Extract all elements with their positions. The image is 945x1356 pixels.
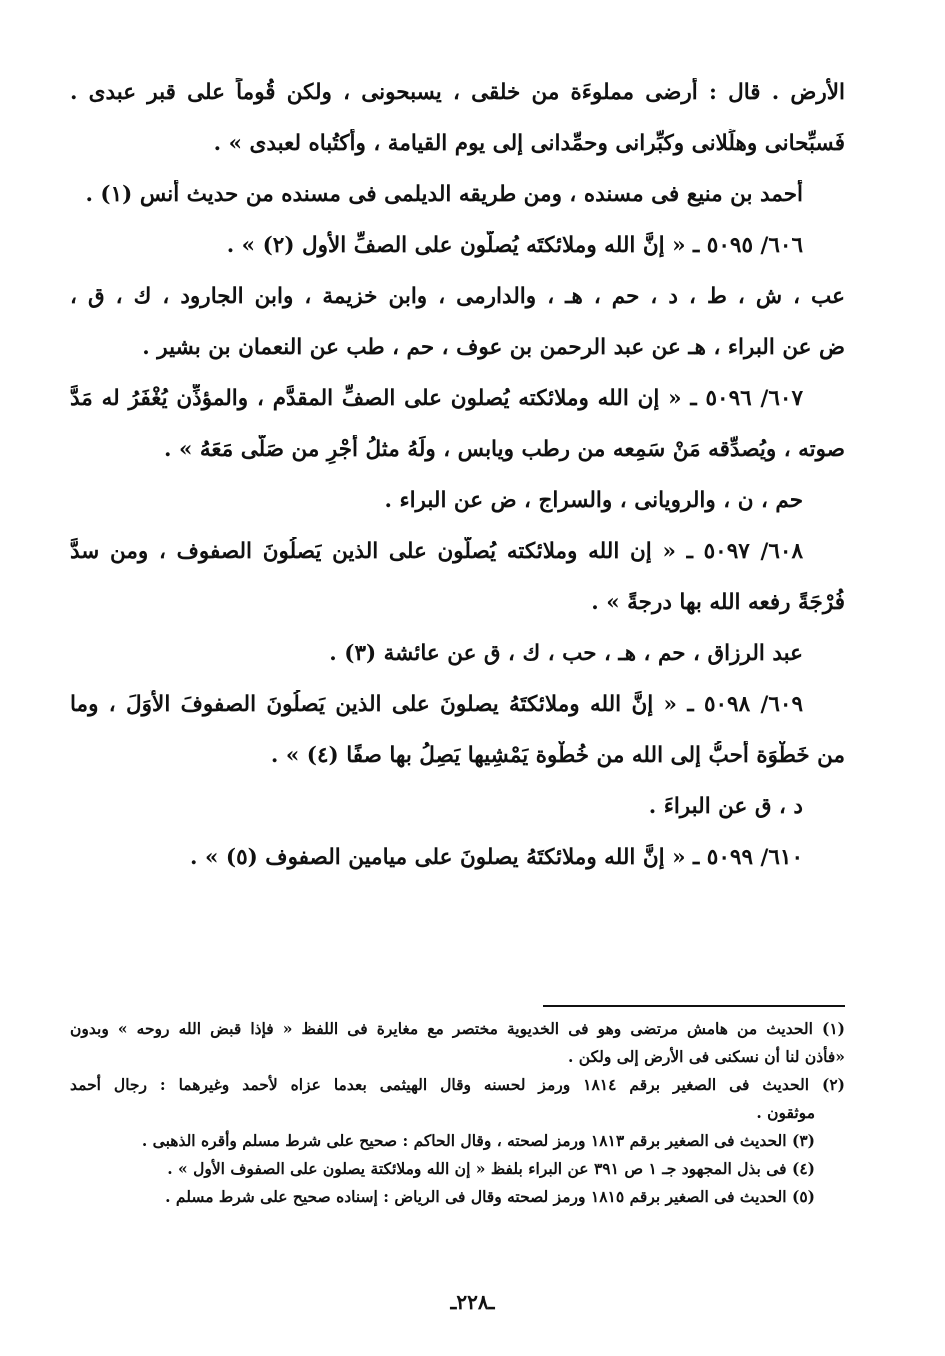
text-line: عبد الرزاق ، حم ، هـ ، حب ، ك ، ق عن عائشة (٣) . xyxy=(329,641,803,666)
text-line: د ، ق عن البراءَ . xyxy=(648,794,803,819)
text-line: صوته ، ويُصدِّقه مَنْ سَمِعه من رطب ويابس ، ولَهُ مثلُ أجْرِ من صَلَّى مَعَهُ » . xyxy=(163,437,845,462)
text-line: فَسبِّحانى وهلِّلانى وكبِّرانى وحمِّدانى إلى يوم القيامة ، وأكتُباه لعبدى » . xyxy=(213,131,845,156)
footnote-line: «فأذن لنا أن نسكنى فى الأرض إلى ولكن . xyxy=(568,1047,845,1066)
footnote-line: (٢) الحديث فى الصغير برقم ١٨١٤ ورمز لحسنه وقال الهيثمى بعدما عزاه لأحمد وغيرهما : رجال أحمد xyxy=(70,1075,845,1094)
text-line: عب ، ش ، ط ، د ، حم ، هـ ، والدارمى ، وابن خزيمة ، وابن الجارود ، ك ، ق ، xyxy=(70,284,845,309)
hadith-line: ٦٠٦/ ٥٠٩٥ ـ « إنَّ الله وملائكتَه يُصلّون على الصفِّ الأول (٢) » . xyxy=(226,233,803,258)
page-number: ـ٢٢٨ـ xyxy=(450,1290,495,1314)
text-line: فُرْجَةً رفعه الله بها درجةً » . xyxy=(591,590,845,615)
footnote-line: (٥) الحديث فى الصغير برقم ١٨١٥ ورمز لصحته وقال فى الرياض : إسناده صحيح على شرط مسلم . xyxy=(165,1187,815,1206)
footnote-line: (٣) الحديث فى الصغير برقم ١٨١٣ ورمز لصحته ، وقال الحاكم : صحيح على شرط مسلم وأقره الذهبى . xyxy=(141,1131,815,1150)
text-line: الأرض . قال : أرضى مملوءَة من خلقى ، يسبحونى ، ولكن قُوماً على قبر عبدى . xyxy=(70,80,845,105)
text-line: ض عن البراء ، هـ عن عبد الرحمن بن عوف ، حم ، طب عن النعمان بن بشير . xyxy=(142,335,845,360)
text-line: أحمد بن منيع فى مسنده ، ومن طريقه الديلمى فى مسنده من حديث أنس (١) . xyxy=(85,182,803,207)
hadith-line: ٦٠٧/ ٥٠٩٦ ـ « إن الله وملائكته يُصلون على الصفِّ المقدَّم ، والمؤذِّن يُغْفَرُ له مَدَّ xyxy=(70,386,803,411)
footnote-line: موثقون . xyxy=(756,1103,815,1122)
hadith-line: ٦١٠/ ٥٠٩٩ ـ « إنَّ الله وملائكتَهُ يصلونَ على ميامين الصفوف (٥) » . xyxy=(189,845,803,870)
footnote-divider xyxy=(543,1005,845,1007)
main-text-block xyxy=(70,78,845,894)
hadith-line: ٦٠٨/ ٥٠٩٧ ـ « إن الله وملائكته يُصلُّون على الذين يَصلُونَ الصفوف ، ومن سدَّ xyxy=(70,539,804,564)
footnote-line: (٤) فى بذل المجهود جـ ١ ص ٣٩١ عن البراء بلفظ « إن الله وملائكتة يصلون على الصفوف الأول » . xyxy=(167,1159,815,1178)
hadith-line: ٦٠٩/ ٥٠٩٨ ـ « إنَّ الله وملائكتَهُ يصلونَ على الذين يَصلُونَ الصفوفَ الأُوَلَ ، وما xyxy=(70,692,803,717)
text-line: من خَطْوَة أحبُّ إلى الله من خُطْوة يَمْشِيها يَصِلُ بها صفًا (٤) » . xyxy=(270,743,845,768)
footnote-line: (١) الحديث من هامش مرتضى وهو فى الخديوية مختصر مع مغايرة فى اللفظ « فإذا قبض الله روحه » وبدون xyxy=(70,1019,845,1038)
text-line: حم ، ن ، والرويانى ، والسراج ، ض عن البراء . xyxy=(384,488,803,513)
footnotes-block xyxy=(70,1018,845,1214)
